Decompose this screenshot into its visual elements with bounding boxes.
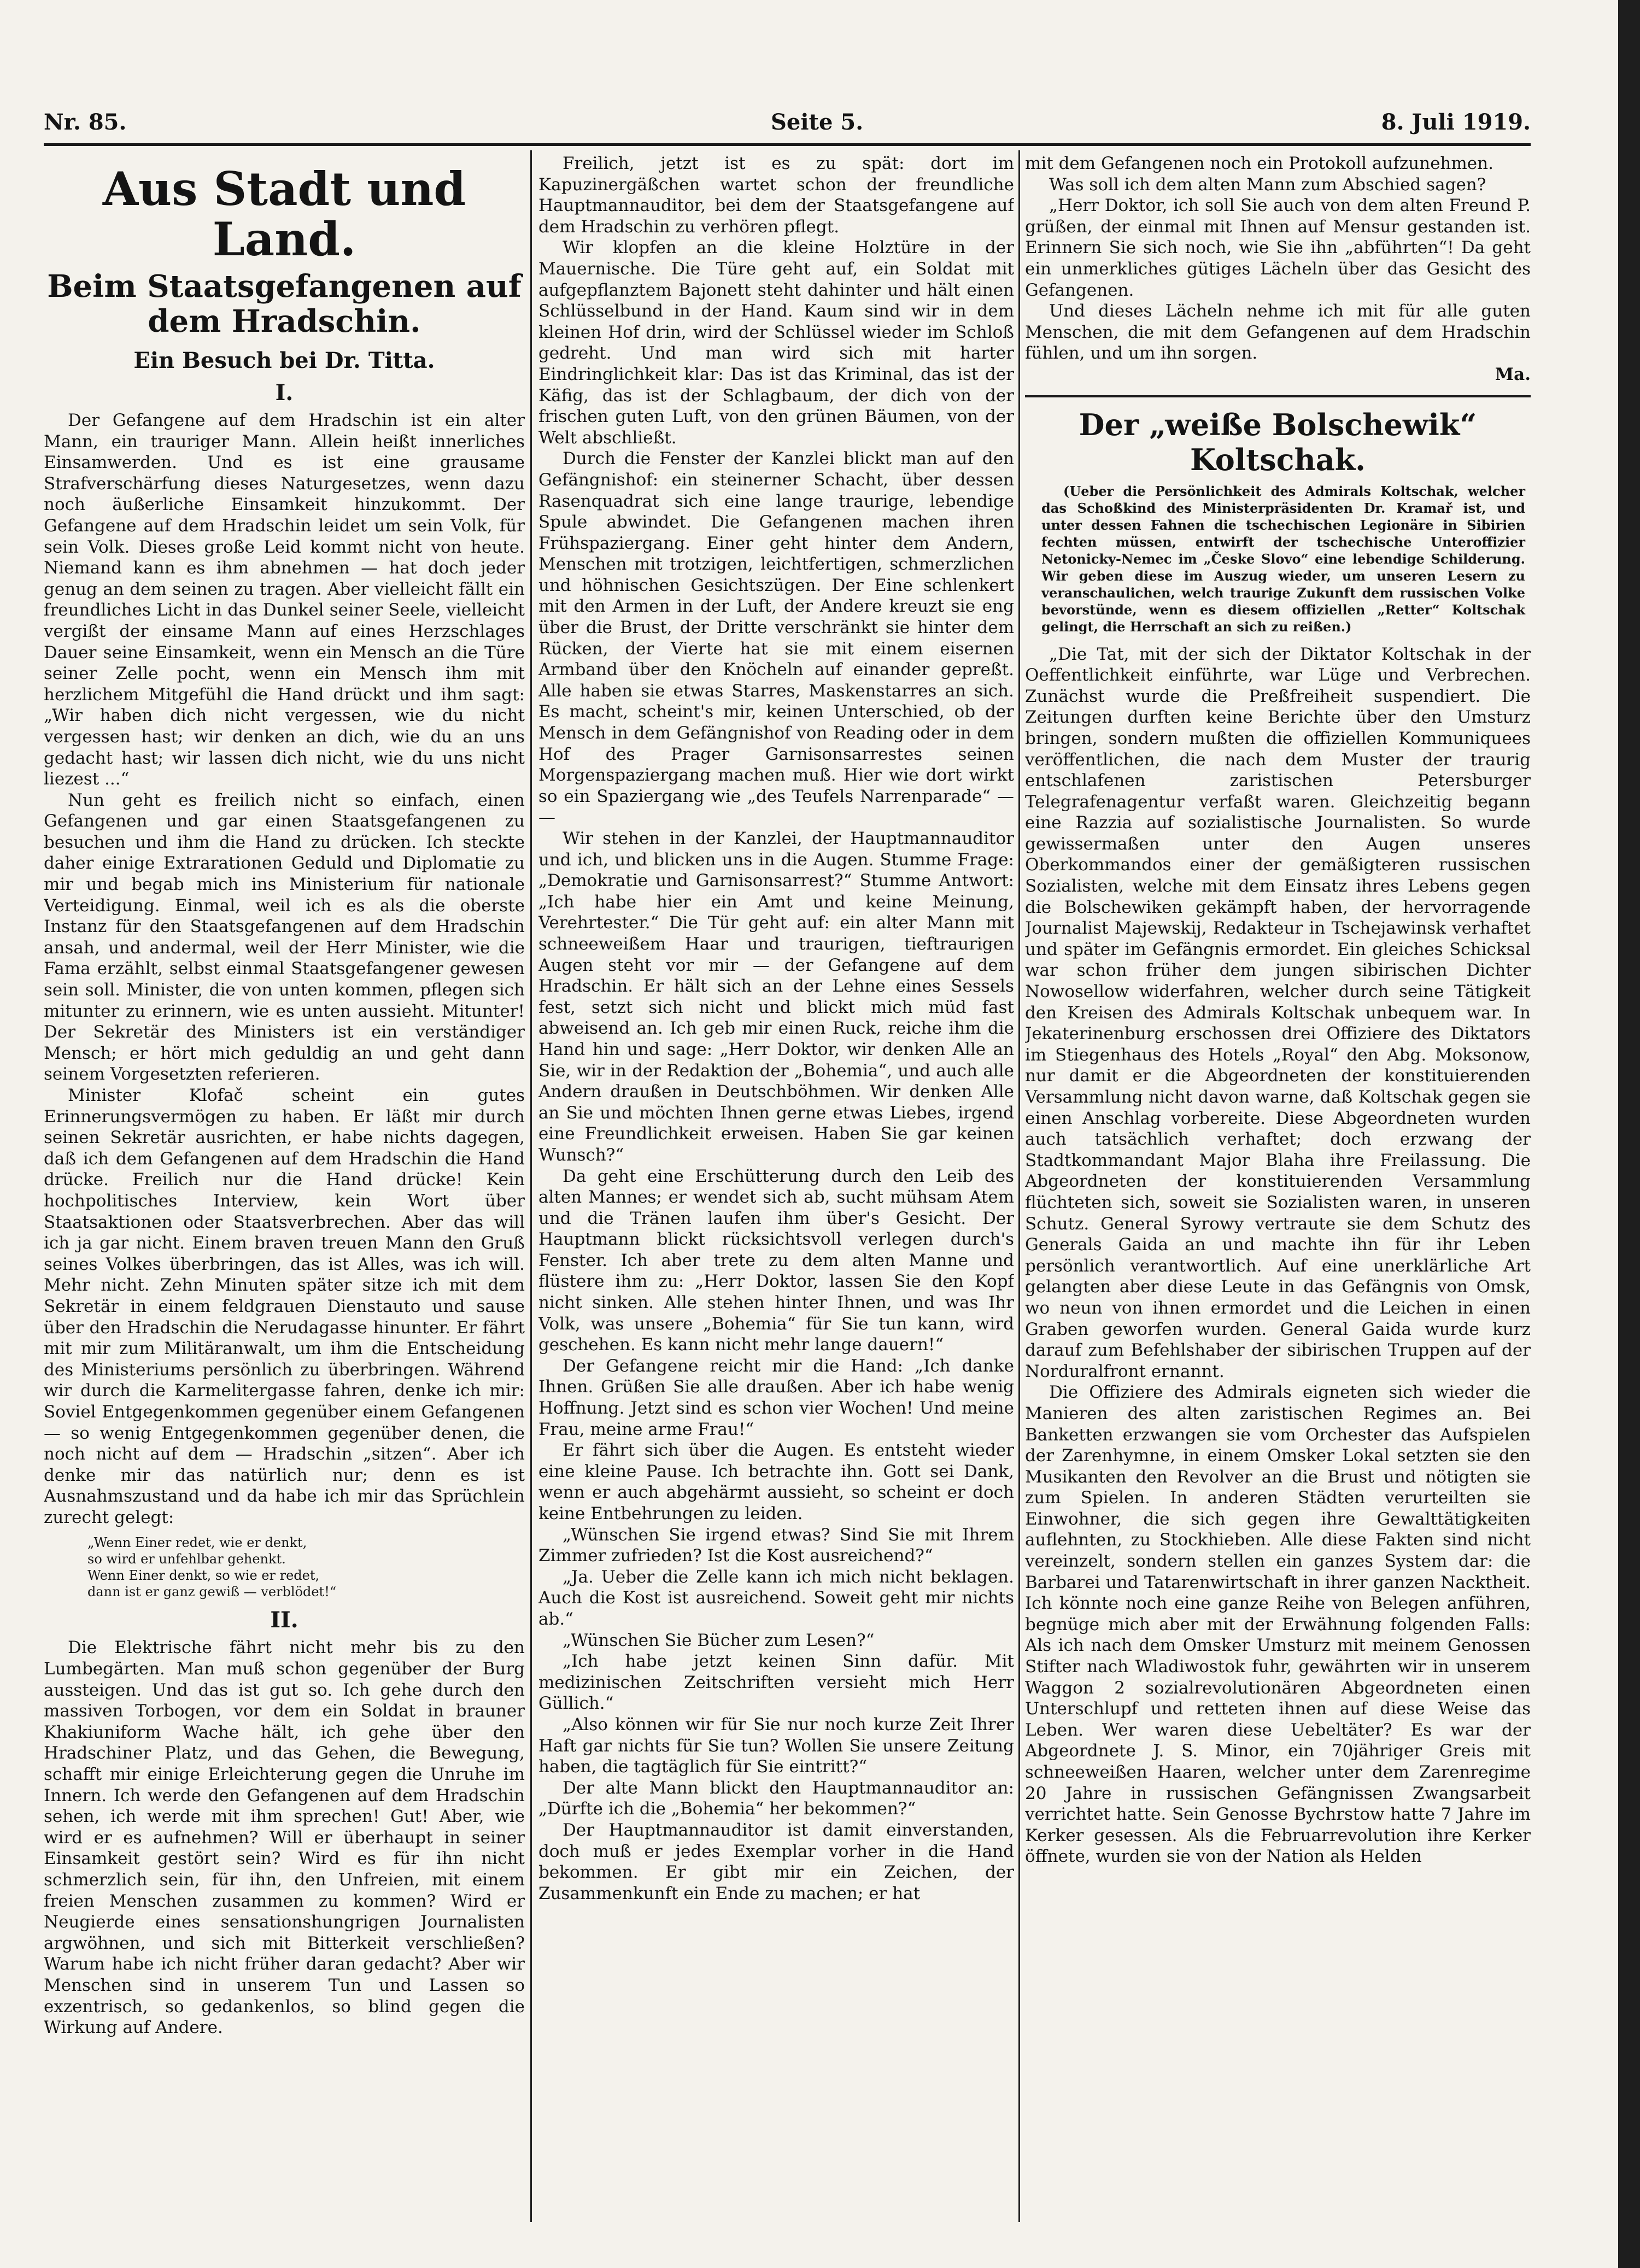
article-subtitle: Ein Besuch bei Dr. Titta.: [133, 348, 435, 373]
column-3: [1025, 153, 1531, 2219]
paragraph: „Ja. Ueber die Zelle kann ich mich nicht beklagen. Auch die Kost ist ausreichend. Soweit geht mir nichts ab.“: [538, 1567, 1014, 1629]
paragraph: Die Elektrische fährt nicht mehr bis zu den Lumbegärten. Man muß schon gegenüber der Burg aussteigen. Und das ist gut so. Ich gehe durch den massiven Torbogen, vor dem ein Soldat in brauner Khakiuniform Wache hält, ich gehe über den Hradschiner Platz, und das Gehen, die Bewegung, schafft mir einige Erleichterung gegen die Unruhe im Innern. Ich werde den Gefangenen auf dem Hradschin sehen, ich werde mit ihm sprechen! Gut! Aber, wie wird er es aufnehmen? Will er überhaupt in seiner Einsamkeit gestört sein? Wird es für ihn nicht schmerzlich sein, für ihn, den Unfreien, mit einem freien Menschen zusammen zu kommen? Wird er Neugierde eines sensationshungrigen Journalisten argwöhnen, und sich mit Bitterkeit verschließen? Warum habe ich nicht früher daran gedacht? Aber wir Menschen sind in unserem Tun und Lassen so exzentrisch, so gedankenlos, so blind gegen die Wirkung auf Andere.: [44, 1638, 525, 2038]
paragraph: Die Offiziere des Admirals eigneten sich wieder die Manieren des alten zaristischen Regimes an. Bei Banketten erzwangen sie vom Orchester das Aufspielen der Zarenhymne, in einem Omsker Lokal setzten sie den Musikanten den Revolver an die Brust und nötigten sie zum Spielen. In anderen Städten verurteilten sie Einwohner, die sich gegen ihre Gewalttätigkeiten auflehnten, zu Stockhieben. Alle diese Fakten sind nicht vereinzelt, sondern stellen ein ganzes System dar: die Barbarei und Tatarenwirtschaft in ihrer ganzen Nacktheit. Ich könnte noch eine ganze Reihe von Belegen anführen, begnüge mich aber mit der Erwähnung folgenden Falls: Als ich nach dem Omsker Umsturz mit meinem Genossen Stifter nach Wladiwostok fuhr, gewährten wir in unserem Waggon 2 sozialrevolutionären Abgeordneten einen Unterschlupf und retteten ihnen auf diese Weise das Leben. Wer waren diese Uebeltäter? Es war der Abgeordnete J. S. Minor, ein 70jähriger Greis mit schneeweißen Haaren, welcher unter dem Zarenregime 20 Jahre in russischen Gefängnissen Zwangsarbeit verrichtet hatte. Sein Genosse Bychrstow hatte 7 Jahre im Kerker gesessen. Als die Februarrevolution ihre Kerker öffnete, wurden sie von der Nation als Helden: [1025, 1382, 1531, 1867]
paragraph: Nun geht es freilich nicht so einfach, einen Gefangenen und gar einen Staatsgefangenen zu besuchen und ihm die Hand zu drücken. Ich steckte daher einige Extrarationen Geduld und Diplomatie zu mir und begab mich ins Ministerium für nationale Verteidigung. Einmal, weil ich es als die oberste Instanz für den Staatsgefangenen auf dem Hradschin ansah, und andermal, weil der Herr Minister, wie die Fama erzählt, selbst einmal Staatsgefangener gewesen sein soll. Minister, die von unten kommen, pflegen sich mitunter zu erinnern, wie es unten aussieht. Mitunter! Der Sekretär des Ministers ist ein verständiger Mensch; er hört mich geduldig an und geht dann seinem Vorgesetzten referieren.: [44, 790, 525, 1085]
paragraph: Durch die Fenster der Kanzlei blickt man auf den Gefängnishof: ein steinerner Schacht, über dessen Rasenquadrat sich eine lange traurige, lebendige Spule abwindet. Die Gefangenen machen ihren Frühspaziergang. Einer geht hinter dem Andern, Menschen mit trotzigen, leichtfertigen, schmerzlichen und höhnischen Gesichtszügen. Der Eine schlenkert mit den Armen in der Luft, der Andere kreuzt sie eng über die Brust, der Dritte verschränkt sie hinter dem Rücken, der Vierte hat sie mit einem eisernen Armband über den Knöcheln auf einander gepreßt. Alle haben sie etwas Starres, Maskenstarres an sich. Es macht, scheint's mir, keinen Unterschied, ob der Mensch in dem Gefängnishof von Reading oder in dem Hof des Prager Garnisonsarrestes seinen Morgenspaziergang machen muß. Hier wie dort wirkt so ein Spaziergang wie „des Teufels Narrenparade“ — —: [538, 449, 1014, 828]
verse-line: dann ist er ganz gewiß — verblödet!“: [87, 1584, 337, 1600]
part-heading: II.: [270, 1607, 298, 1633]
paragraph: Da geht eine Erschütterung durch den Leib des alten Mannes; er wendet sich ab, sucht mühsam Atem und die Tränen laufen ihm über's Gesicht. Der Hauptmann blickt rücksichtsvoll verlegen durch's Fenster. Ich aber trete zu dem alten Manne und flüstere ihm zu: „Herr Doktor, lassen Sie den Kopf nicht sinken. Alle stehen hinter Ihnen, und was Ihr Volk, was unsere „Bohemia“ für Sie tun kann, wird geschehen. Es kann nicht mehr lange dauern!“: [538, 1166, 1014, 1355]
paragraph: Der alte Mann blickt den Hauptmannauditor an: „Dürfte ich die „Bohemia“ her bekommen?“: [538, 1778, 1014, 1819]
section-rule: [1025, 395, 1531, 397]
paragraph: Und dieses Lächeln nehme ich mit für alle guten Menschen, die mit dem Gefangenen auf dem Hradschin fühlen, und um ihn sorgen.: [1025, 301, 1531, 364]
paragraph: Was soll ich dem alten Mann zum Abschied sagen?: [1049, 174, 1486, 195]
column-2: [538, 153, 1014, 2219]
column-divider: [1018, 150, 1020, 2222]
paragraph: „Die Tat, mit der sich der Diktator Koltschak in der Oeffentlichkeit einführte, war Lüge und Verbrechen. Zunächst wurde die Preßfreiheit suspendiert. Die Zeitungen durften keine Berichte über den Umsturz bringen, sondern mußten die offiziellen Kommuniquees veröffentlichen, die nach dem Muster der traurig entschlafenen zaristischen Petersburger Telegrafenagentur verfaßt waren. Gleichzeitig begann eine Razzia auf sozialistische Journalisten. So wurde gewissermaßen unter den Augen unseres Oberkommandos einer der gemäßigteren russischen Sozialisten, welche mit dem Einsatz ihres Lebens gegen die Bolschewiken gekämpft haben, der hervorragende Journalist Majewskij, Redakteur in Tschejawinsk verhaftet und später im Gefängnis ermordet. Ein gleiches Schicksal war schon früher dem jungen sibirischen Dichter Nowosellow widerfahren, welcher durch seine Tätigkeit den Kreisen des Admirals Koltschak unbequem war. In Jekaterinenburg erschossen drei Offiziere des Diktators im Stiegenhaus des Hotels „Royal“ den Abg. Moksonow, nur damit er die Abgeordneten der konstituierenden Versammlung nicht davon warne, daß Koltschak gegen sie einen Anschlag vorbereite. Diese Abgeordneten wurden auch tatsächlich verhaftet; doch erzwang der Stadtkommandant Major Blaha ihre Freilassung. Die Abgeordneten der konstituierenden Versammlung flüchteten sich, soweit sie Sozialisten waren, in unseren Schutz. General Syrowy vertraute sie dem Schutz des Generals Gaida an und machte ihn für ihr Leben persönlich verantwortlich. Auf eine unerklärliche Art gelangten aber diese Leute in das Gefängnis von Omsk, wo neun von ihnen ermordet und die Leichen in einen Graben geworfen wurden. General Gaida wurde kurz darauf zum Befehlshaber der sibirischen Truppen auf der Norduralfront ernannt.: [1025, 644, 1531, 1381]
paragraph: „Wünschen Sie Bücher zum Lesen?“: [563, 1630, 875, 1650]
paragraph: Wir stehen in der Kanzlei, der Hauptmannauditor und ich, und blicken uns in die Augen. Stumme Frage: „Demokratie und Garnisonsarrest?“ Stumme Antwort: „Ich habe hier ein Amt und keine Meinung, Verehrtester.“ Die Tür geht auf: ein alter Mann mit schneeweißem Haar und traurigen, tieftraurigen Augen steht vor mir — der Gefangene auf dem Hradschin. Er hält sich an der Lehne eines Sessels fest, setzt sich nicht und blickt mich müd fast abweisend an. Ich geb mir einen Ruck, reiche ihm die Hand hin und sage: „Herr Doktor, wir denken Alle an Sie, wir in der Redaktion der „Bohemia“, und auch alle Andern draußen in Deutschböhmen. Wir denken Alle an Sie und möchten Ihnen gerne etwas Liebes, irgend eine Freundlichkeit erweisen. Haben Sie gar keinen Wunsch?“: [538, 829, 1014, 1165]
paragraph: Der Gefangene reicht mir die Hand: „Ich danke Ihnen. Grüßen Sie alle draußen. Aber ich habe wenig Hoffnung. Jetzt sind es schon vier Wochen! Und meine Frau, meine arme Frau!“: [538, 1356, 1014, 1439]
page-header: [44, 109, 1531, 148]
paragraph: mit dem Gefangenen noch ein Protokoll aufzunehmen.: [1025, 154, 1493, 173]
issue-number: Nr. 85.: [44, 109, 127, 135]
paragraph: „Wünschen Sie irgend etwas? Sind Sie mit Ihrem Zimmer zufrieden? Ist die Kost ausreichend?“: [538, 1525, 1014, 1566]
verse-line: Wenn Einer denkt, so wie er redet,: [87, 1568, 320, 1584]
article-intro: [1041, 483, 1525, 635]
paragraph: Minister Klofač scheint ein gutes Erinnerungsvermögen zu haben. Er läßt mir durch seinen Sekretär ausrichten, er habe nichts dagegen, daß ich dem Gefangenen auf dem Hradschin die Hand drücke. Freilich nur die Hand drücke! Kein hochpolitisches Interview, kein Wort über Staatsaktionen oder Staatsverbrechen. Aber das will ich ja gar nicht. Einem braven treuen Mann den Gruß seines Volkes überbringen, das ist Alles, was ich will. Mehr nicht. Zehn Minuten später sitze ich mit dem Sekretär in einem feldgrauen Dienstauto und sause über den Hradschin die Nerudagasse hinunter. Er fährt mit mir zum Militäranwalt, um ihm die Entscheidung des Ministeriums persönlich zu überbringen. Während wir durch die Karmelitergasse fahren, denke ich mir: Soviel Entgegenkommen gegenüber einem Gefangenen — so wenig Entgegenkommen gegenüber denen, die noch nicht auf dem — Hradschin „sitzen“. Aber ich denke mir das natürlich nur; denn es ist Ausnahmszustand und da habe ich mir das Sprüchlein zurecht gelegt:: [44, 1086, 525, 1527]
article-title: Der „weiße Bolschewik“ Koltschak.: [1079, 407, 1477, 477]
paragraph: Er fährt sich über die Augen. Es entsteht wieder eine kleine Pause. Ich betrachte ihn. Gott sei Dank, wenn er auch abgehärmt aussieht, so scheint er doch keine Entbehrungen zu leiden.: [538, 1440, 1014, 1523]
verse-line: so wird er unfehlbar gehenkt.: [87, 1551, 286, 1567]
page-number: Seite 5.: [771, 109, 864, 135]
paragraph: Wir klopfen an die kleine Holztüre in der Mauernische. Die Türe geht auf, ein Soldat mit aufgepflanztem Bajonett steht dahinter und hält einen Schlüsselbund in der Hand. Kaum sind wir in dem kleinen Hof drin, wird der Schlüssel wieder im Schloß gedreht. Und man wird sich mit harter Eindringlichkeit klar: Das ist das Kriminal, das ist der Käfig, das ist der Schlagbaum, der dich von der frischen guten Luft, von den grünen Bäumen, von der Welt abschließt.: [538, 238, 1014, 448]
part-heading: I.: [275, 380, 294, 406]
paragraph: „Ich habe jetzt keinen Sinn dafür. Mit medizinischen Zeitschriften versieht mich Herr Güllich.“: [538, 1651, 1014, 1714]
column-1: [44, 153, 525, 2219]
paragraph: Freilich, jetzt ist es zu spät: dort im Kapuzinergäßchen wartet schon der freundliche Hauptmannauditor, bei dem der Staatsgefangene auf dem Hradschin zu verhören pflegt.: [538, 154, 1014, 237]
scan-edge: [1618, 0, 1640, 2268]
paragraph: Der Gefangene auf dem Hradschin ist ein alter Mann, ein trauriger Mann. Allein heißt innerliches Einsamwerden. Und es ist eine grausame Strafverschärfung dieses Naturgesetzes, wenn dazu noch äußerliche Einsamkeit hinzukommt. Der Gefangene auf dem Hradschin leidet um sein Volk, für sein Volk. Dieses große Leid kommt nicht von heute. Niemand kann es ihm abnehmen — hat doch jeder genug an dem seinen zu tragen. Aber vielleicht fällt ein freundliches Licht in das Dunkel seiner Seele, vielleicht vergißt der einsame Mann auf eines Herzschlages Dauer seine Einsamkeit, wenn ein Mensch an die Türe seiner Zelle pocht, wenn ein Mensch ihm mit herzlichem Mitgefühl die Hand drückt und ihm sagt: „Wir haben dich nicht vergessen, wie du nicht vergessen hast; wir denken an dich, wie du an uns gedacht hast; wir lassen dich nicht, wie du uns nicht liezest ...“: [44, 411, 525, 789]
column-divider: [530, 150, 532, 2222]
paragraph: „Also können wir für Sie nur noch kurze Zeit Ihrer Haft gar nichts für Sie tun? Wollen Sie unsere Zeitung haben, die tagtäglich für Sie eintritt?“: [538, 1714, 1014, 1777]
author-signature: Ma.: [1495, 364, 1531, 384]
article-title: Beim Staatsgefangenen auf dem Hradschin.: [47, 268, 522, 339]
intro-text: (Ueber die Persönlichkeit des Admirals Koltschak, welcher das Schoßkind des Ministerpräsidenten Dr. Kramař ist, und unter dessen Fahnen die tschechischen Legionäre in Sibirien fechten müssen, entwirft der tschechische Unteroffizier Netonicky-Nemec im „Česke Slovo“ eine lebendige Schilderung. Wir geben diese im Auszug wieder, um unseren Lesern zu veranschaulichen, welch traurige Zukunft dem russischen Volke bevorstünde, wenn es diesem offiziellen „Retter“ Koltschak gelingt, die Herrschaft an sich zu reißen.): [1041, 483, 1525, 635]
issue-date: 8. Juli 1919.: [1381, 109, 1531, 135]
verse-line: „Wenn Einer redet, wie er denkt,: [87, 1535, 307, 1551]
paragraph: „Herr Doktor, ich soll Sie auch von dem alten Freund P. grüßen, der einmal mit Ihnen auf Mensur gestanden ist. Erinnern Sie sich noch, wie Sie ihn „abführten“! Da geht ein unmerkliches gütiges Lächeln über das Gesicht des Gefangenen.: [1025, 196, 1531, 300]
verse: [87, 1534, 525, 1600]
header-rule: [44, 143, 1531, 146]
section-title: Aus Stadt und Land.: [102, 162, 466, 266]
paragraph: Der Hauptmannauditor ist damit einverstanden, doch muß er jedes Exemplar vorher in die Hand bekommen. Er gibt mir ein Zeichen, der Zusammenkunft ein Ende zu machen; er hat: [538, 1820, 1014, 1903]
